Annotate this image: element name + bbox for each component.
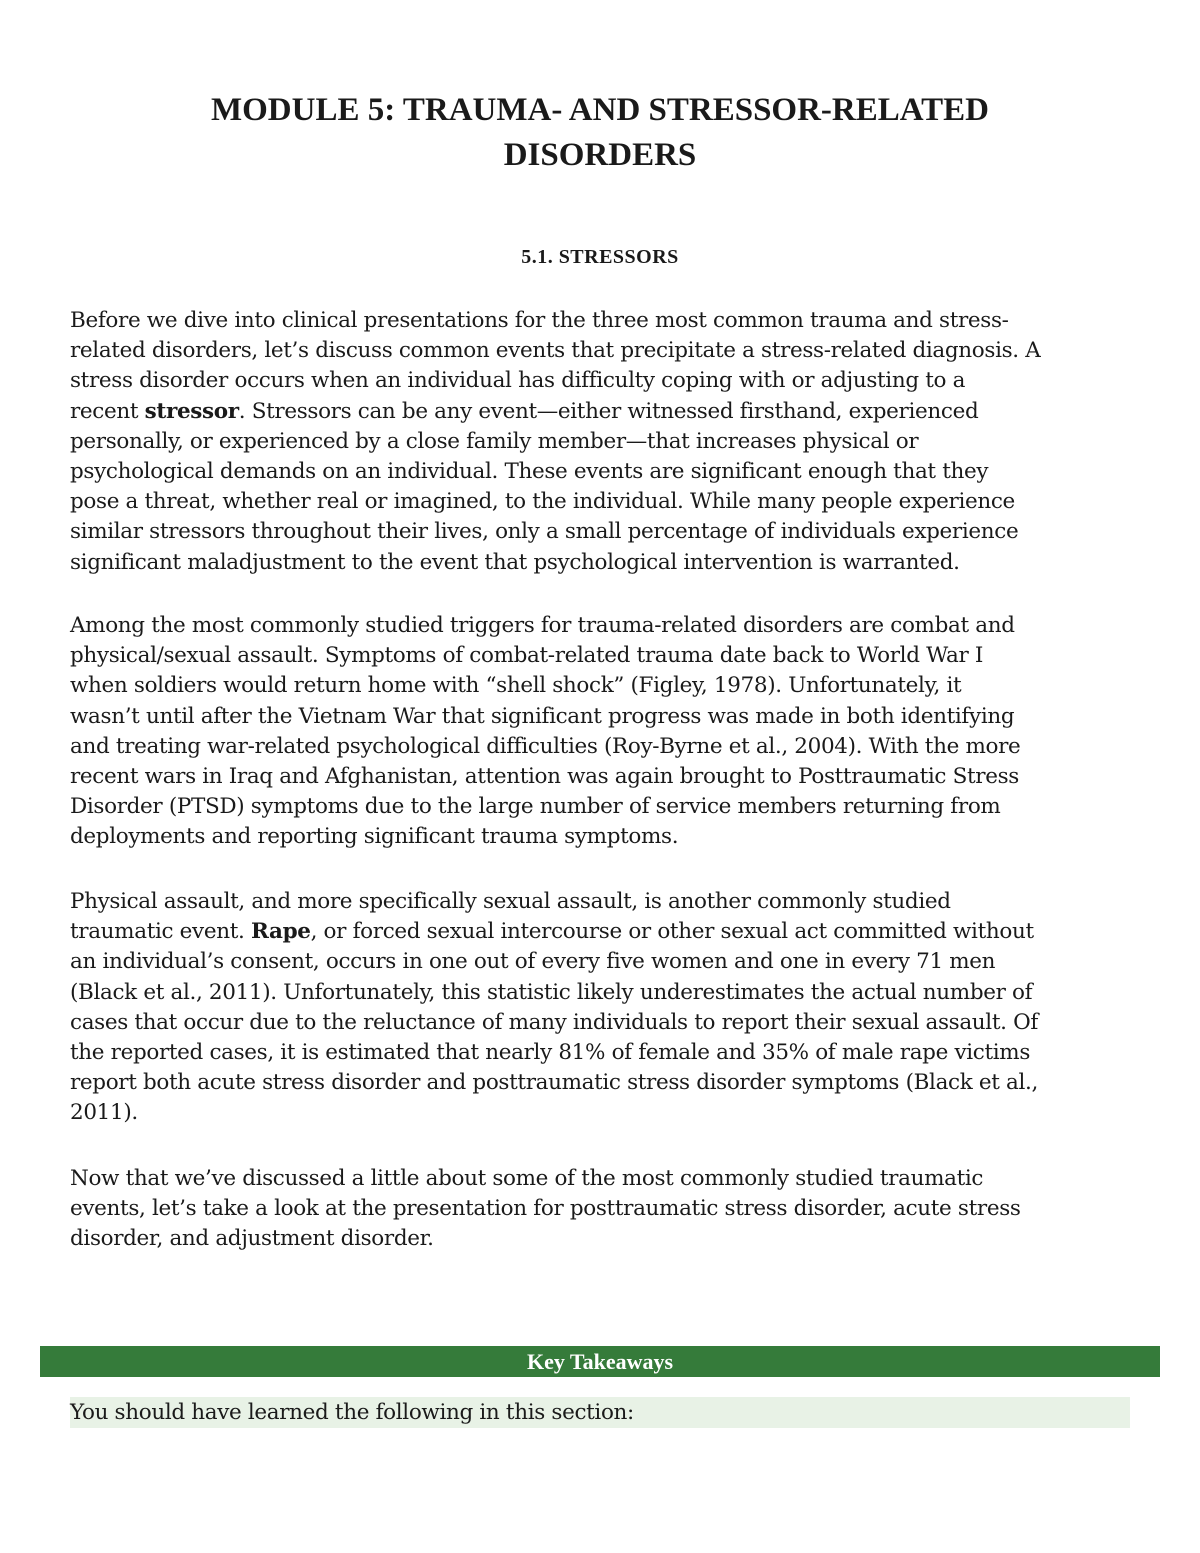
module-title-line-2: DISORDERS — [503, 137, 697, 173]
paragraph-line: stress disorder occurs when an individual has difficulty coping with or adjusting to a — [70, 368, 966, 394]
paragraph-line: personally, or experienced by a close family member—that increases physical or — [70, 428, 919, 454]
section-heading: 5.1. STRESSORS — [521, 246, 679, 268]
key-takeaways-heading: Key Takeaways — [40, 1346, 1160, 1377]
paragraph-sexual-assault — [70, 887, 1145, 1129]
paragraph-stressors-intro — [70, 306, 1145, 578]
module-title — [60, 88, 1140, 178]
paragraph-line: Among the most commonly studied triggers for trauma-related disorders are combat and — [70, 613, 1015, 638]
line-text: traumatic event. — [70, 919, 251, 945]
paragraph-line: pose a threat, whether real or imagined, to the individual. While many people experience — [70, 489, 1015, 515]
paragraph-line: the reported cases, it is estimated that nearly 81% of female and 35% of male rape victims — [70, 1040, 1030, 1066]
paragraph-line: deployments and reporting significant trauma symptoms. — [70, 824, 679, 850]
paragraph-line: 2011). — [70, 1100, 138, 1126]
paragraph-line: Disorder (PTSD) symptoms due to the large number of service members returning from — [70, 794, 1001, 820]
paragraph-line: (Black et al., 2011). Unfortunately, this statistic likely underestimates the actual number of — [70, 979, 1033, 1005]
paragraph-line: report both acute stress disorder and posttraumatic stress disorder symptoms (Black et al., — [70, 1070, 1039, 1096]
key-term-rape: Rape — [250, 919, 311, 945]
paragraph-line: an individual’s consent, occurs in one out of every five women and one in every 71 men — [70, 949, 996, 975]
module-title-line-1: MODULE 5: TRAUMA- AND STRESSOR-RELATED — [210, 92, 990, 128]
paragraph-line: significant maladjustment to the event that psychological intervention is warranted. — [70, 549, 960, 575]
paragraph-line: disorder, and adjustment disorder. — [70, 1226, 434, 1252]
paragraph-line: similar stressors throughout their lives, only a small percentage of individuals experience — [70, 519, 1019, 545]
paragraph-combat-trauma — [70, 611, 1145, 853]
paragraph-line: Physical assault, and more specifically sexual assault, is another commonly studied — [70, 889, 951, 914]
paragraph-line: wasn’t until after the Vietnam War that significant progress was made in both identifying — [70, 703, 1015, 729]
paragraph-transition — [70, 1164, 1145, 1255]
paragraph-line: and treating war-related psychological difficulties (Roy-Byrne et al., 2004). With the more — [70, 733, 1021, 759]
paragraph-line — [70, 397, 1145, 427]
paragraph-line: related disorders, let’s discuss common events that precipitate a stress-related diagnosis. A — [70, 338, 1041, 364]
key-term-stressor: stressor — [144, 398, 239, 424]
line-text: recent — [70, 398, 145, 424]
paragraph-line: recent wars in Iraq and Afghanistan, attention was again brought to Posttraumatic Stress — [70, 764, 1019, 790]
paragraph-line: psychological demands on an individual. These events are significant enough that they — [70, 459, 989, 485]
paragraph-line — [70, 917, 1145, 947]
line-text: , or forced sexual intercourse or other sexual act committed without — [310, 919, 1034, 945]
paragraph-line: Before we dive into clinical presentations for the three most common trauma and stress- — [70, 308, 1009, 333]
line-text: . Stressors can be any event—either witnessed firsthand, experienced — [238, 398, 979, 424]
paragraph-line: physical/sexual assault. Symptoms of combat-related trauma date back to World War I — [70, 643, 983, 669]
paragraph-line: Now that we’ve discussed a little about some of the most commonly studied traumatic — [70, 1166, 984, 1191]
paragraph-line: events, let’s take a look at the presentation for posttraumatic stress disorder, acute stress — [70, 1196, 1021, 1222]
paragraph-line: cases that occur due to the reluctance of many individuals to report their sexual assault. Of — [70, 1009, 1038, 1035]
paragraph-line: when soldiers would return home with “shell shock” (Figley, 1978). Unfortunately, it — [70, 673, 962, 699]
key-takeaways-intro: You should have learned the following in this section: — [70, 1397, 1130, 1428]
